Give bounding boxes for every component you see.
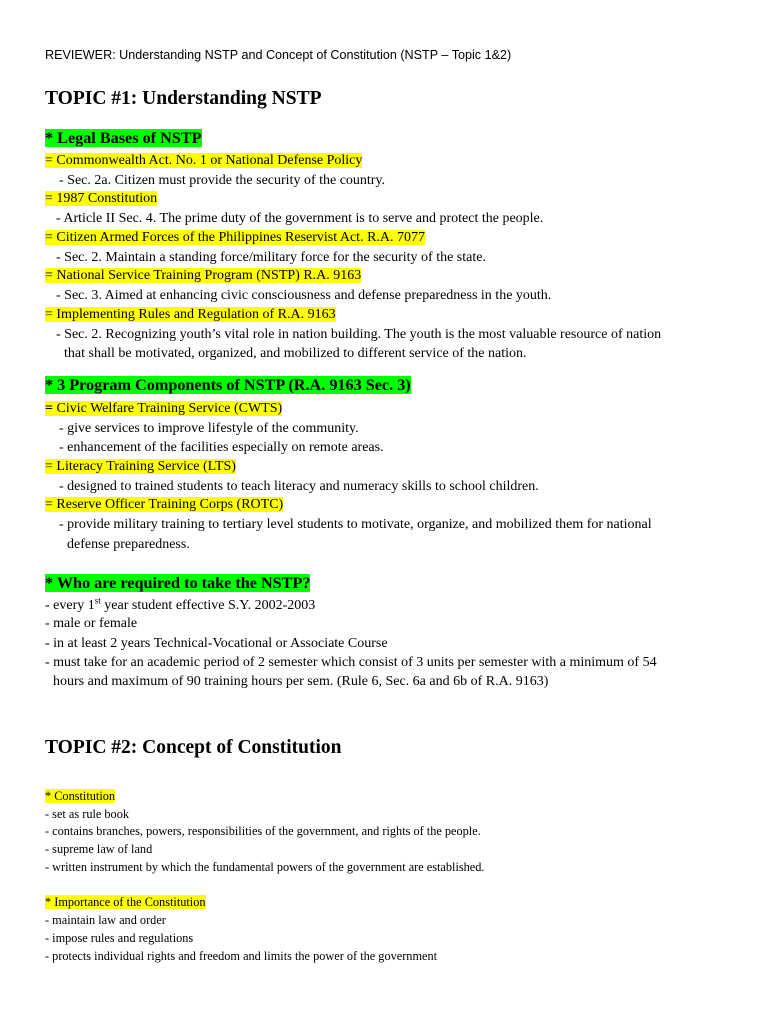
constitution-item: - written instrument by which the fundamental powers of the government are established. [45, 860, 485, 874]
topic2-heading: TOPIC #2: Concept of Constitution [45, 737, 342, 758]
legal-basis-title: = National Service Training Program (NSTP) R.A. 9163 [45, 268, 362, 283]
component-desc: - provide military training to tertiary level students to motivate, organize, and mobilized them for national [59, 517, 652, 532]
required-item-cont: hours and maximum of 90 training hours per sem. (Rule 6, Sec. 6a and 6b of R.A. 9163) [53, 674, 549, 689]
importance-item: - impose rules and regulations [45, 931, 194, 945]
constitution-item: - set as rule book [45, 807, 130, 821]
required-heading: * Who are required to take the NSTP? [45, 574, 311, 592]
legal-basis-desc: - Sec. 2. Maintain a standing force/military force for the security of the state. [56, 250, 486, 265]
component-cwts-title: = Civic Welfare Training Service (CWTS) [45, 401, 283, 416]
legal-basis-desc-cont: that shall be motivated, organized, and mobilized to different service of the nation. [64, 346, 527, 361]
legal-basis-title: = Implementing Rules and Regulation of R.A. 9163 [45, 307, 336, 322]
legal-basis-desc: - Sec. 2a. Citizen must provide the security of the country. [59, 173, 386, 188]
importance-item: - protects individual rights and freedom and limits the power of the government [45, 949, 438, 963]
legal-basis-title: = 1987 Constitution [45, 191, 158, 206]
topic1-heading: TOPIC #1: Understanding NSTP [45, 88, 322, 109]
legal-basis-desc: - Article II Sec. 4. The prime duty of the government is to serve and protect the people. [56, 211, 544, 226]
legal-basis-title: = Commonwealth Act. No. 1 or National Defense Policy [45, 153, 363, 168]
legal-basis-desc: - Sec. 3. Aimed at enhancing civic consciousness and defense preparedness in the youth. [56, 288, 552, 303]
legal-bases-heading: * Legal Bases of NSTP [45, 129, 202, 147]
legal-basis-desc: - Sec. 2. Recognizing youth’s vital role in nation building. The youth is the most valuable resource of nation [56, 327, 662, 342]
required-item: - in at least 2 years Technical-Vocational or Associate Course [45, 636, 388, 651]
component-desc: - enhancement of the facilities especially on remote areas. [59, 440, 384, 455]
required-item: - must take for an academic period of 2 semester which consist of 3 units per semester with a minimum of 54 [45, 655, 657, 670]
component-desc-cont: defense preparedness. [67, 537, 190, 552]
component-desc: - designed to trained students to teach literacy and numeracy skills to school children. [59, 479, 539, 494]
document-title: REVIEWER: Understanding NSTP and Concept of Constitution (NSTP – Topic 1&2) [45, 48, 512, 62]
components-heading: * 3 Program Components of NSTP (R.A. 9163 Sec. 3) [45, 376, 411, 394]
legal-basis-title: = Citizen Armed Forces of the Philippines Reservist Act. R.A. 7077 [45, 230, 426, 245]
required-item: - male or female [45, 616, 138, 631]
constitution-heading: * Constitution [45, 789, 116, 803]
constitution-item: - supreme law of land [45, 842, 153, 856]
constitution-item: - contains branches, powers, responsibilities of the government, and rights of the people. [45, 824, 481, 838]
required-item: - every 1st year student effective S.Y. 2002-2003 [45, 595, 316, 613]
component-lts-title: = Literacy Training Service (LTS) [45, 459, 236, 474]
importance-item: - maintain law and order [45, 913, 166, 927]
component-rotc-title: = Reserve Officer Training Corps (ROTC) [45, 497, 284, 512]
component-desc: - give services to improve lifestyle of the community. [59, 421, 359, 436]
importance-heading: * Importance of the Constitution [45, 895, 206, 909]
